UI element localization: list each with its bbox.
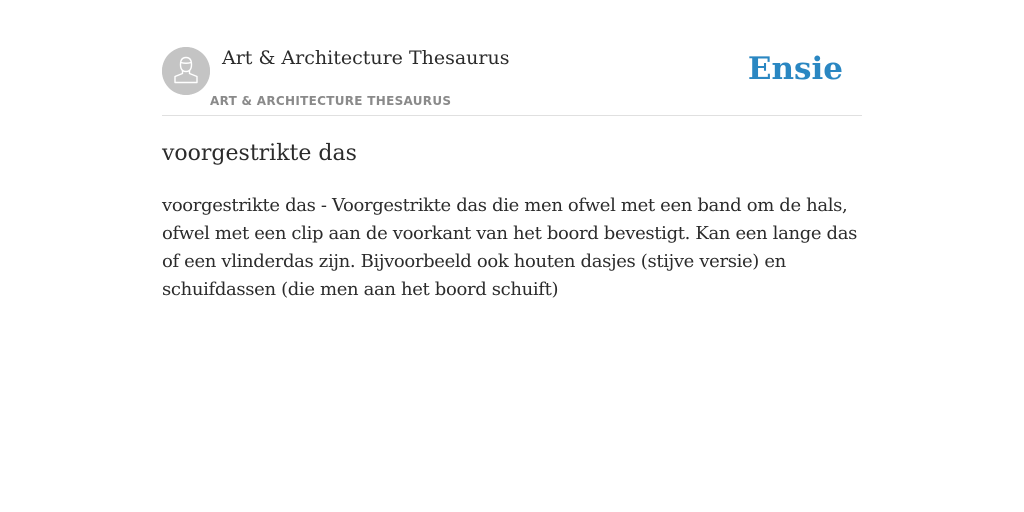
user-avatar-icon[interactable] [162,47,210,95]
article-body: voorgestrikte das - Voorgestrikte das die men ofwel met een band om de hals, ofwel met een clip aan de voorkant van het boord bevestigt. Kan een lange das of een vlinderdas zijn. Bijvoorbeeld ook houten dasjes (stijve versie) en schuifdassen (die men aan het boord schuift) [162,195,857,300]
article-title: voorgestrikte das [162,141,357,166]
content-container [162,0,862,300]
brand-logo[interactable]: Ensie [747,51,843,87]
author-name[interactable]: Art & Architecture Thesaurus [222,47,510,69]
header [162,0,862,116]
author-subtitle[interactable]: ART & ARCHITECTURE THESAURUS [210,94,452,108]
